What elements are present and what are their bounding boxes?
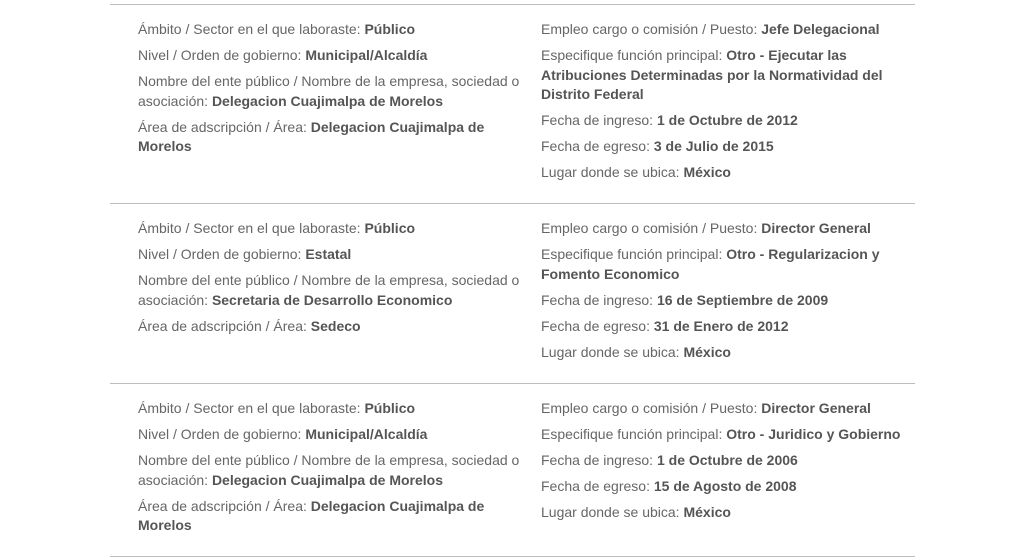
field-lugar bbox=[541, 163, 915, 183]
field-value: Sedeco bbox=[310, 317, 361, 334]
field-egreso bbox=[541, 317, 915, 337]
employment-entry bbox=[110, 384, 915, 556]
field-ente bbox=[138, 271, 541, 310]
entry-right-column bbox=[541, 219, 915, 383]
field-area bbox=[138, 118, 541, 157]
field-ingreso bbox=[541, 111, 915, 131]
field-label: Empleo cargo o comisión / Puesto: bbox=[541, 400, 758, 416]
field-area bbox=[138, 317, 541, 337]
entry-left-column bbox=[138, 399, 541, 556]
field-label: Lugar donde se ubica: bbox=[541, 504, 680, 520]
field-label: Nivel / Orden de gobierno: bbox=[138, 246, 302, 262]
field-value: Secretaria de Desarrollo Economico bbox=[211, 291, 453, 308]
field-value: México bbox=[683, 504, 731, 520]
field-value: Delegacion Cuajimalpa de Morelos bbox=[138, 497, 485, 533]
field-value: Delegacion Cuajimalpa de Morelos bbox=[211, 471, 443, 488]
field-value: Municipal/Alcaldía bbox=[305, 426, 428, 442]
field-label: Especifique función principal: bbox=[541, 47, 723, 63]
field-value: México bbox=[683, 164, 731, 180]
field-empleo bbox=[541, 219, 915, 239]
field-nivel bbox=[138, 425, 541, 445]
field-label: Fecha de egreso: bbox=[541, 478, 650, 494]
entry-left-column bbox=[138, 20, 541, 203]
field-label: Ámbito / Sector en el que laboraste: bbox=[138, 400, 361, 416]
field-label: Nombre del ente público / Nombre de la empresa, sociedad o asociación: bbox=[138, 452, 520, 488]
field-value: Director General bbox=[761, 400, 871, 416]
field-value: Público bbox=[364, 400, 416, 416]
field-label: Fecha de ingreso: bbox=[541, 112, 654, 128]
field-ambito bbox=[138, 20, 541, 40]
field-label: Lugar donde se ubica: bbox=[541, 343, 680, 360]
entry-right-column bbox=[541, 399, 915, 556]
field-funcion bbox=[541, 46, 915, 105]
field-label: Área de adscripción / Área: bbox=[138, 317, 307, 334]
field-value: 3 de Julio de 2015 bbox=[653, 138, 774, 154]
field-label: Nombre del ente público / Nombre de la empresa, sociedad o asociación: bbox=[138, 73, 520, 109]
field-ingreso bbox=[541, 291, 915, 311]
field-area bbox=[138, 497, 541, 536]
field-value: Público bbox=[364, 21, 416, 37]
field-label: Empleo cargo o comisión / Puesto: bbox=[541, 21, 758, 37]
employment-entry bbox=[110, 5, 915, 203]
field-value: Director General bbox=[761, 220, 871, 236]
field-label: Ámbito / Sector en el que laboraste: bbox=[138, 21, 361, 37]
field-value: Público bbox=[364, 220, 416, 236]
field-label: Área de adscripción / Área: bbox=[138, 118, 307, 135]
field-ente bbox=[138, 451, 541, 490]
employment-entry bbox=[110, 204, 915, 383]
field-value: 15 de Agosto de 2008 bbox=[653, 478, 797, 494]
field-ambito bbox=[138, 399, 541, 419]
field-value: Jefe Delegacional bbox=[761, 21, 880, 37]
field-empleo bbox=[541, 20, 915, 40]
field-value: 1 de Octubre de 2006 bbox=[656, 452, 798, 468]
field-lugar bbox=[541, 343, 915, 363]
field-label: Fecha de egreso: bbox=[541, 317, 650, 334]
field-ente bbox=[138, 72, 541, 111]
field-value: Otro - Ejecutar las Atribuciones Determinadas por la Normatividad del Distrito Federal bbox=[541, 47, 883, 102]
field-empleo bbox=[541, 399, 915, 419]
field-label: Fecha de ingreso: bbox=[541, 452, 654, 468]
field-label: Especifique función principal: bbox=[541, 246, 723, 262]
entry-left-column bbox=[138, 219, 541, 383]
field-egreso bbox=[541, 137, 915, 157]
field-ingreso bbox=[541, 451, 915, 471]
field-label: Especifique función principal: bbox=[541, 426, 723, 442]
field-value: Estatal bbox=[305, 246, 352, 262]
field-lugar bbox=[541, 503, 915, 523]
field-label: Fecha de ingreso: bbox=[541, 291, 654, 308]
field-value: Delegacion Cuajimalpa de Morelos bbox=[138, 118, 485, 154]
field-ambito bbox=[138, 219, 541, 239]
field-label: Nivel / Orden de gobierno: bbox=[138, 47, 302, 63]
field-value: 31 de Enero de 2012 bbox=[653, 317, 789, 334]
field-label: Empleo cargo o comisión / Puesto: bbox=[541, 220, 758, 236]
field-value: Delegacion Cuajimalpa de Morelos bbox=[211, 92, 443, 109]
employment-history bbox=[110, 4, 915, 557]
field-label: Lugar donde se ubica: bbox=[541, 164, 680, 180]
field-label: Fecha de egreso: bbox=[541, 138, 650, 154]
entry-right-column bbox=[541, 20, 915, 203]
field-value: 16 de Septiembre de 2009 bbox=[656, 291, 829, 308]
field-value: 1 de Octubre de 2012 bbox=[656, 112, 798, 128]
field-funcion bbox=[541, 425, 915, 445]
field-nivel bbox=[138, 245, 541, 265]
field-funcion bbox=[541, 245, 915, 284]
field-label: Ámbito / Sector en el que laboraste: bbox=[138, 220, 361, 236]
field-egreso bbox=[541, 477, 915, 497]
field-label: Área de adscripción / Área: bbox=[138, 497, 307, 514]
field-value: Otro - Juridico y Gobierno bbox=[726, 426, 901, 442]
field-nivel bbox=[138, 46, 541, 66]
field-label: Nombre del ente público / Nombre de la empresa, sociedad o asociación: bbox=[138, 272, 520, 308]
field-value: Municipal/Alcaldía bbox=[305, 47, 428, 63]
field-value: México bbox=[683, 343, 731, 360]
field-label: Nivel / Orden de gobierno: bbox=[138, 426, 302, 442]
field-value: Otro - Regularizacion y Fomento Economico bbox=[541, 246, 880, 282]
